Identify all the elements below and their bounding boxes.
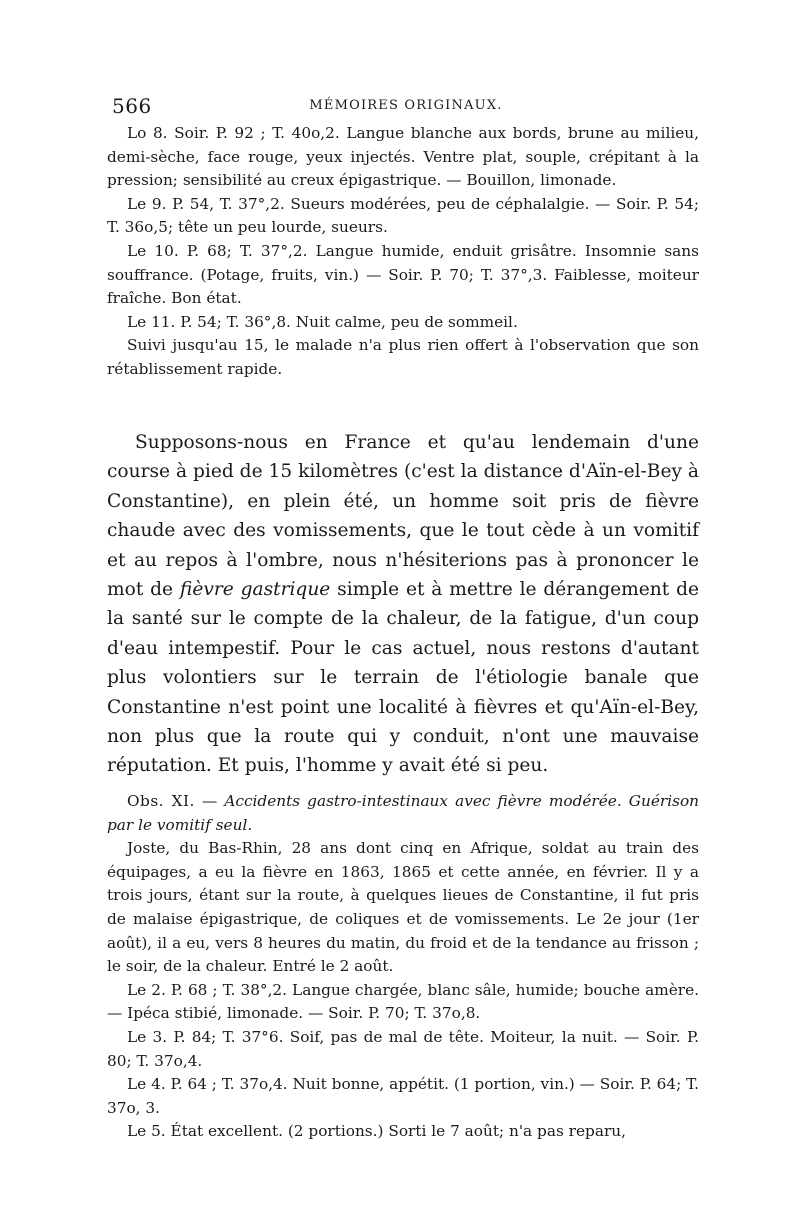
observation-paragraph: Joste, du Bas-Rhin, 28 ans dont cinq en Afrique, soldat au train des équipages, a eu la fièvre en 1863, 1865 et cette année, en février. Il y a trois jours, étant sur la route, à quelques lieues de Constantine, il fut pris de malaise épigastrique, de coliques et de vomissements. Le 2e jour (1er août), il a eu, vers 8 heures du matin, du froid et de la tendance au frisson ; le soir, de la chaleur. Entré le 2 août. <box>107 839 699 976</box>
discussion-italic-term: fièvre gastrique <box>179 579 331 601</box>
discussion-text-start: Supposons-nous en France et qu'au lendemain d'une course à pied de 15 kilomètres (c'est la distance d'Aïn-el-Bey à Constantine), en plein été, un homme soit pris de fièvre chaude avec des vomissements, que le tout cède à un vomitif et au repos à l'ombre, nous n'hésiterions pas à prononcer le mot de <box>107 432 699 601</box>
case-note-paragraph: Le 9. P. 54, T. 37°,2. Sueurs modérées, peu de céphalalgie. — Soir. P. 54; T. 36o,5; tête un peu lourde, sueurs. <box>107 194 699 237</box>
running-title: MÉMOIRES ORIGINAUX. <box>309 98 503 113</box>
case-note-paragraph: Lo 8. Soir. P. 92 ; T. 40o,2. Langue blanche aux bords, brune au milieu, demi-sèche, face rouge, yeux injectés. Ventre plat, souple, crépitant à la pression; sensibilité au creux épigastrique. — Bouillon, limonade. <box>107 124 699 190</box>
observation-title: Accidents gastro-intestinaux avec fièvre modérée. Guérison par le vomitif seul. <box>107 792 700 834</box>
case-note-paragraph: Suivi jusqu'au 15, le malade n'a plus rien offert à l'observation que son rétablissement rapide. <box>107 336 699 378</box>
observation-paragraph: Le 3. P. 84; T. 37°6. Soif, pas de mal de tête. Moiteur, la nuit. — Soir. P. 80; T. 37o,4. <box>107 1027 699 1070</box>
observation-paragraph: Le 4. P. 64 ; T. 37o,4. Nuit bonne, appétit. (1 portion, vin.) — Soir. P. 64; T. 37o, 3. <box>107 1075 699 1117</box>
observation-heading <box>107 790 699 837</box>
case-note-paragraph: Le 11. P. 54; T. 36°,8. Nuit calme, peu de sommeil. <box>127 312 518 331</box>
discussion-paragraph <box>107 428 699 781</box>
observation-paragraph: Le 5. État excellent. (2 portions.) Sorti le 7 août; n'a pas reparu, <box>127 1122 626 1141</box>
discussion-text-end: simple et à mettre le dérangement de la santé sur le compte de la chaleur, de la fatigue, d'un coup d'eau intempestif. Pour le cas actuel, nous restons d'autant plus volontiers sur le terrain de l'étiologie banale que Constantine n'est point une localité à fièvres et qu'Aïn-el-Bey, non plus que la route qui y conduit, n'ont une mauvaise réputation. Et puis, l'homme y avait été si peu. <box>107 579 699 777</box>
discussion-section <box>107 428 699 781</box>
observation-paragraph: Le 2. P. 68 ; T. 38°,2. Langue chargée, blanc sâle, humide; bouche amère. — Ipéca stibié, limonade. — Soir. P. 70; T. 37o,8. <box>107 980 699 1023</box>
observation-label: Obs. XI. <box>127 792 195 810</box>
observation-dash: — <box>194 792 225 810</box>
case-note-paragraph: Le 10. P. 68; T. 37°,2. Langue humide, enduit grisâtre. Insomnie sans souffrance. (Potage, fruits, vin.) — Soir. P. 70; T. 37°,3. Faiblesse, moiteur fraîche. Bon état. <box>107 241 699 308</box>
observation-xi-section <box>107 790 699 1144</box>
case-notes-section <box>107 122 699 382</box>
page-number: 566 <box>112 94 152 118</box>
running-head <box>112 94 700 120</box>
